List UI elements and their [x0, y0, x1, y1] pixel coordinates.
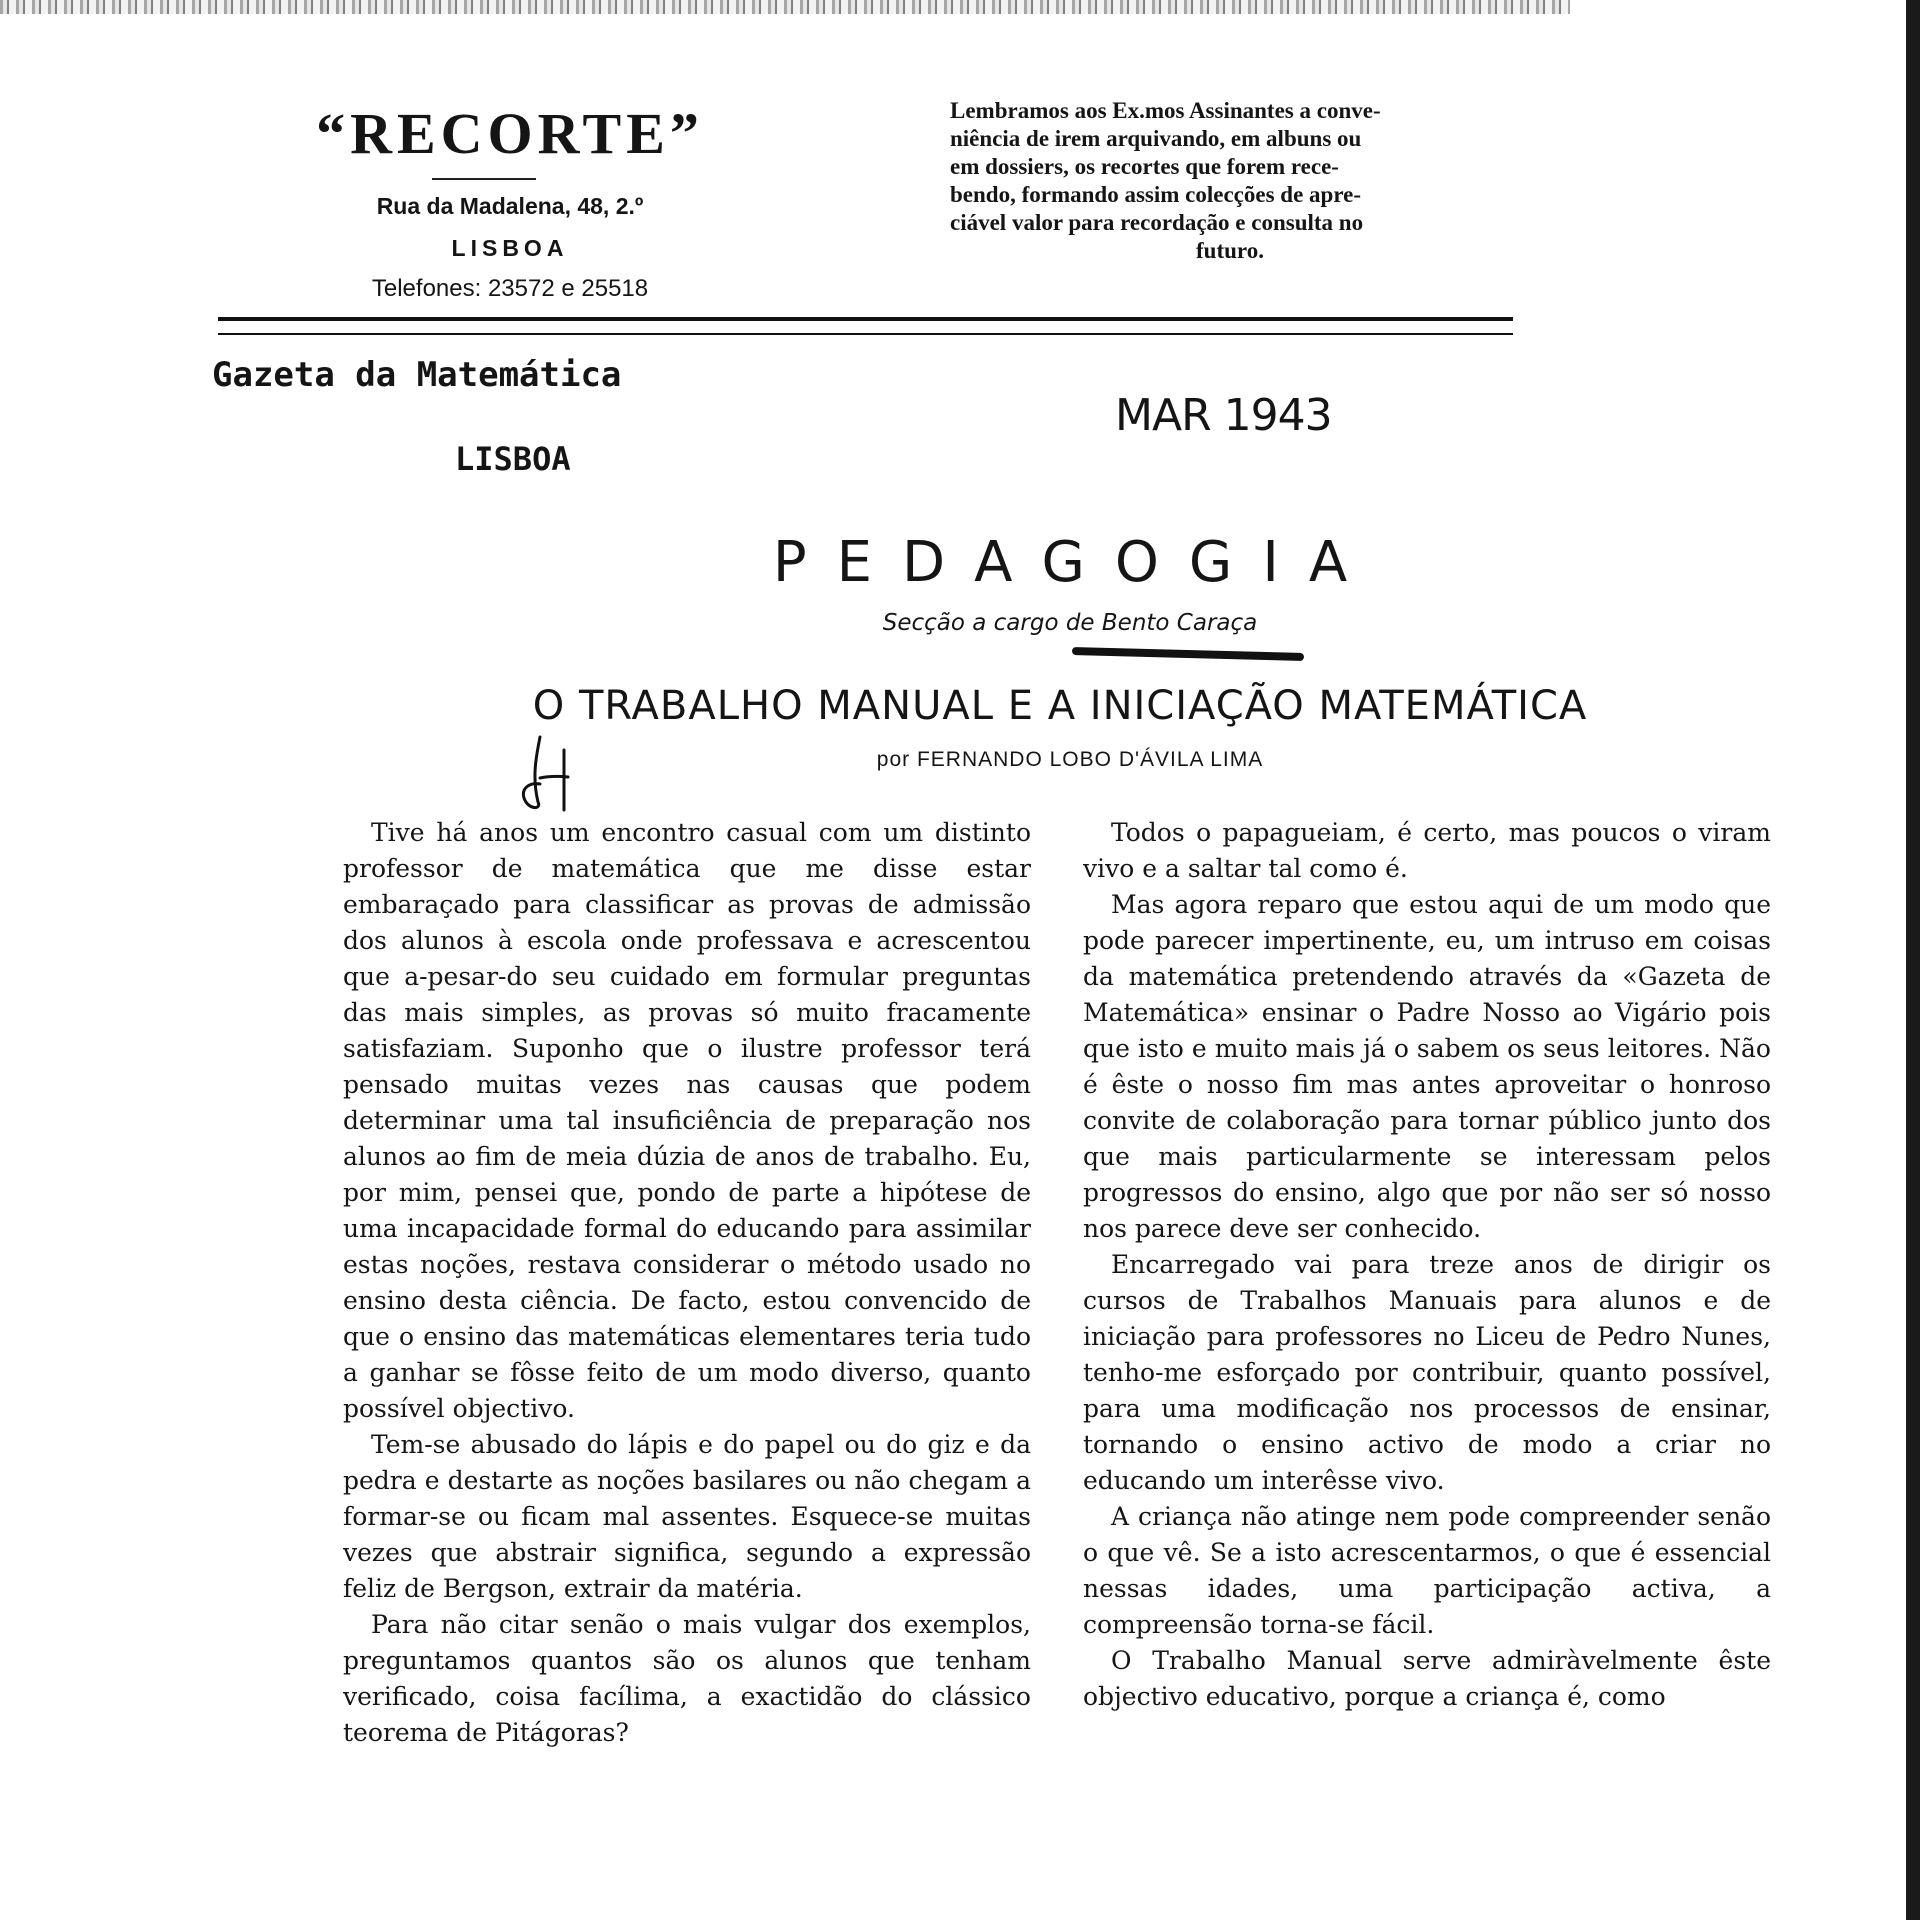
- pen-underline-mark: [1072, 647, 1304, 661]
- article-paragraph: O Trabalho Manual serve admiràvelmente êste objectivo educativo, porque a criança é, como: [1083, 1646, 1771, 1711]
- scan-edge-top: [0, 0, 1570, 14]
- article-paragraph: Mas agora reparo que estou aqui de um modo que pode parecer impertinente, eu, um intruso em coisas da matemática pretendendo através da «Gazeta de Matemática» ensinar o Padre Nosso ao Vigário pois que isto e muito mais já o sabem os seus leitores. Não é êste o nosso fim mas antes aproveitar o honroso convite de colaboração para tornar público junto dos que mais particularmente se interessam pelos progressos do ensino, algo que por não ser só nosso nos parece deve ser conhecido.: [1083, 890, 1771, 1243]
- article-paragraph: Tive há anos um encontro casual com um distinto professor de matemática que me disse estar embaraçado para classificar as provas de admissão dos alunos à escola onde professava e acrescentou que a-pesar-do seu cuidado em formular preguntas das mais simples, as provas só muito fracamente satisfaziam. Suponho que o ilustre professor terá pensado muitas vezes nas causas que podem determinar uma tal insuficiência de preparação nos alunos ao fim de meia dúzia de anos de trabalho. Eu, por mim, pensei que, pondo de parte a hipótese de uma incapacidade formal do educando para assimilar estas noções, restava considerar o método usado no ensino desta ciência. De facto, estou convencido de que o ensino das matemáticas elementares teria tudo a ganhar se fôsse feito de um modo diverso, quanto possível objectivo.: [343, 818, 1031, 1423]
- clipping-agency-name: “RECORTE”: [316, 101, 704, 166]
- notice-line: em dossiers, os recortes que forem rece-: [950, 154, 1339, 179]
- article-column-left: [343, 815, 1031, 1751]
- date-stamp: MAR 1943: [1115, 390, 1332, 441]
- article-paragraph: Todos o papagueiam, é certo, mas poucos o viram vivo e a saltar tal como é.: [1083, 818, 1771, 883]
- article-paragraph: Tem-se abusado do lápis e do papel ou do giz e da pedra e destarte as noções basilares ou não chegam a formar-se ou ficam mal assentes. Esquece-se muitas vezes que abstrair significa, segundo a expressão feliz de Bergson, extrair da matéria.: [343, 1430, 1031, 1603]
- section-title: PEDAGOGIA: [772, 530, 1378, 595]
- handwritten-mark-icon: [518, 732, 588, 812]
- agency-city: LISBOA: [451, 235, 569, 261]
- source-city-stamp: LISBOA: [455, 440, 571, 478]
- header-double-rule: [218, 317, 1513, 335]
- scan-edge-right: [1906, 0, 1920, 1920]
- notice-line: bendo, formando assim colecções de apre-: [950, 182, 1361, 207]
- article-paragraph: A criança não atinge nem pode compreender senão o que vê. Se a isto acrescentarmos, o que é essencial nessas idades, uma participação activa, a compreensão torna-se fácil.: [1083, 1502, 1771, 1639]
- source-stamp: Gazeta da Matemática: [212, 355, 622, 395]
- section-subtitle: Secção a cargo de Bento Caraça: [882, 610, 1258, 636]
- brand-divider: [432, 178, 536, 180]
- notice-line: niência de irem arquivando, em albuns ou: [950, 126, 1362, 151]
- agency-address: Rua da Madalena, 48, 2.º: [376, 193, 644, 219]
- subscriber-notice: [950, 97, 1510, 265]
- article-paragraph: Para não citar senão o mais vulgar dos exemplos, preguntamos quantos são os alunos que tenham verificado, coisa facílima, a exactidão do clássico teorema de Pitágoras?: [343, 1610, 1031, 1747]
- article-byline: por FERNANDO LOBO D'ÁVILA LIMA: [876, 748, 1264, 771]
- agency-phones: Telefones: 23572 e 25518: [371, 275, 649, 302]
- notice-line: Lembramos aos Ex.mos Assinantes a conve-: [950, 98, 1381, 123]
- article-paragraph: Encarregado vai para treze anos de dirigir os cursos de Trabalhos Manuais para alunos e de iniciação para professores no Liceu de Pedro Nunes, tenho-me esforçado por contribuir, quanto possível, para uma modificação nos processos de ensinar, tornando o ensino activo de modo a criar no educando um interêsse vivo.: [1083, 1250, 1771, 1495]
- article-title: O TRABALHO MANUAL E A INICIAÇÃO MATEMÁTICA: [532, 683, 1588, 729]
- article-column-right: [1083, 815, 1771, 1715]
- notice-line: ciável valor para recordação e consulta no: [950, 210, 1364, 235]
- notice-line: futuro.: [1196, 238, 1264, 263]
